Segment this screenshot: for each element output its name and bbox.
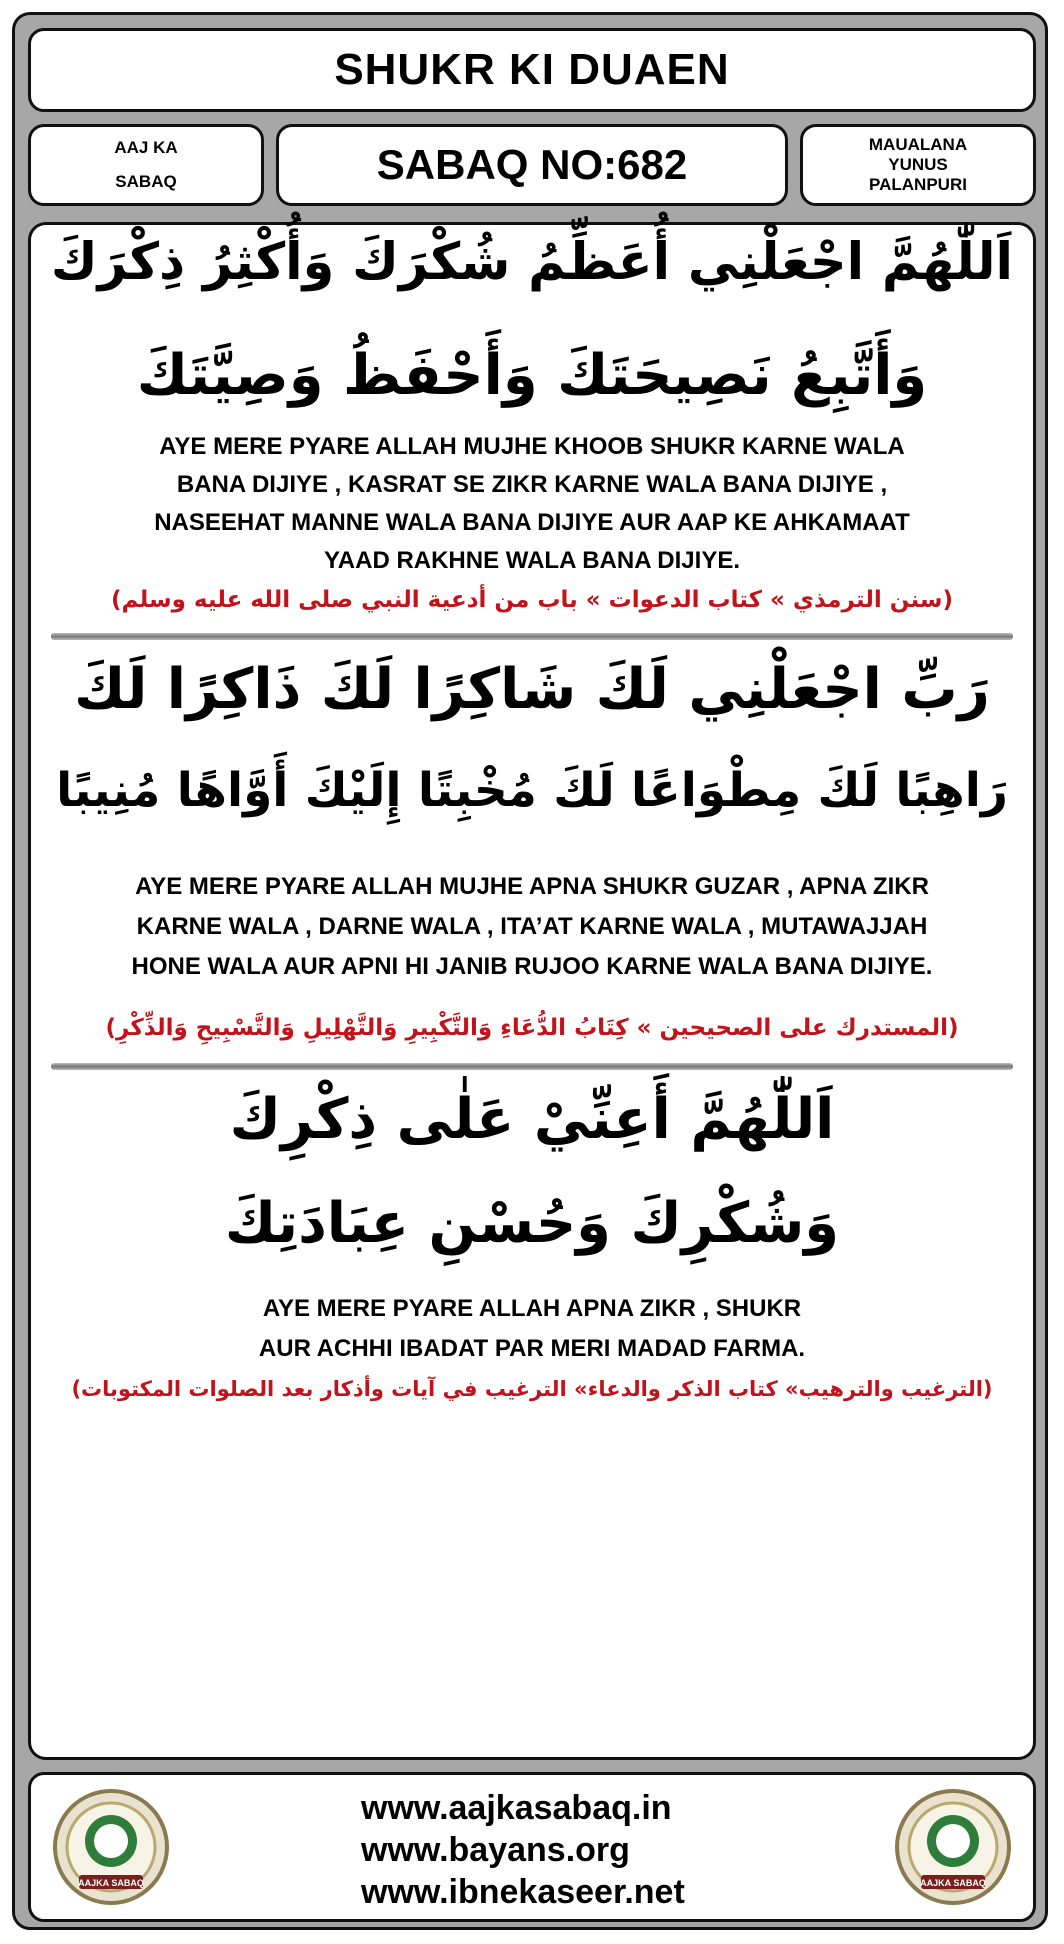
dua2-translation-line1: AYE MERE PYARE ALLAH MUJHE APNA SHUKR GUZAR , APNA ZIKR (135, 873, 929, 900)
section-divider (51, 1063, 1013, 1070)
dua3-arabic-line2: وَشُكْرِكَ وَحُسْنِ عِبَادَتِكَ (224, 1191, 840, 1256)
dua1-translation-line3: NASEEHAT MANNE WALA BANA DIJIYE AUR AAP KE AHKAMAAT (154, 509, 910, 536)
dua2-reference: (المستدرك على الصحيحين » كِتَابُ الدُّعَاءِ وَالتَّكْبِيرِ وَالتَّهْلِيلِ وَالتَّسْبِيحِ وَالذِّكْرِ) (105, 1015, 959, 1041)
author-box (800, 124, 1036, 206)
dua1-translation-line4: YAAD RAKHNE WALA BANA DIJIYE. (323, 547, 741, 574)
site-link-bayans[interactable]: www.bayans.org (361, 1831, 630, 1869)
seal-text: AAJKA SABAQ (78, 1878, 144, 1888)
dua2-translation-line3: HONE WALA AUR APNI HI JANIB RUJOO KARNE WALA BANA DIJIYE. (131, 953, 933, 980)
dua1-reference: (سنن الترمذي » كتاب الدعوات » باب من أدعية النبي صلى الله عليه وسلم) (111, 587, 953, 613)
dua3-translation-line2: AUR ACHHI IBADAT PAR MERI MADAD FARMA. (258, 1335, 806, 1362)
dua1-arabic-line2: وَأَتَّبِعُ نَصِيحَتَكَ وَأَحْفَظُ وَصِيَّتَكَ (136, 343, 928, 408)
content-panel (28, 222, 1036, 1760)
dua2-arabic-line2: رَاهِبًا لَكَ مِطْوَاعًا لَكَ مُخْبِتًا إِلَيْكَ أَوَّاهًا مُنِيبًا (56, 763, 1008, 818)
emblem-seal-icon (893, 1787, 1013, 1907)
author-line3: PALANPURI (869, 175, 967, 194)
dua3-arabic-line1: اَللّٰهُمَّ أَعِنِّيْ عَلٰى ذِكْرِكَ (229, 1087, 835, 1152)
left-label-line1: AAJ KA (114, 138, 178, 157)
page-title: SHUKR KI DUAEN (334, 45, 730, 94)
author-line2: YUNUS (888, 155, 948, 174)
emblem-seal-icon (51, 1787, 171, 1907)
dua1-translation-line1: AYE MERE PYARE ALLAH MUJHE KHOOB SHUKR KARNE WALA (159, 433, 905, 460)
author-line1: MAUALANA (868, 135, 968, 154)
dua3-reference: (الترغيب والترهيب» كتاب الذكر والدعاء» الترغيب في آيات وأذكار بعد الصلوات المكتوبات) (71, 1377, 993, 1401)
left-label-line2: SABAQ (115, 172, 177, 191)
dua1-translation-line2: BANA DIJIYE , KASRAT SE ZIKR KARNE WALA BANA DIJIYE , (176, 471, 888, 498)
dua3-translation-line1: AYE MERE PYARE ALLAH APNA ZIKR , SHUKR (262, 1295, 802, 1322)
site-link-aajkasabaq[interactable]: www.aajkasabaq.in (361, 1789, 672, 1827)
footer-panel (28, 1772, 1036, 1922)
title-box (28, 28, 1036, 112)
sabaq-number: SABAQ NO:682 (376, 141, 688, 188)
section-divider (51, 633, 1013, 640)
aaj-ka-sabaq-box (28, 124, 264, 206)
seal-text: AAJKA SABAQ (920, 1878, 986, 1888)
dua2-translation-line2: KARNE WALA , DARNE WALA , ITA’AT KARNE WALA , MUTAWAJJAH (136, 913, 928, 940)
sabaq-number-box (276, 124, 788, 206)
dua1-arabic-line1: اَللّٰهُمَّ اجْعَلْنِي أُعَظِّمُ شُكْرَكَ وَأُكْثِرُ ذِكْرَكَ (50, 233, 1013, 292)
site-link-ibnekaseer[interactable]: www.ibnekaseer.net (361, 1873, 685, 1911)
dua2-arabic-line1: رَبِّ اجْعَلْنِي لَكَ شَاكِرًا لَكَ ذَاكِرًا لَكَ (74, 657, 990, 722)
